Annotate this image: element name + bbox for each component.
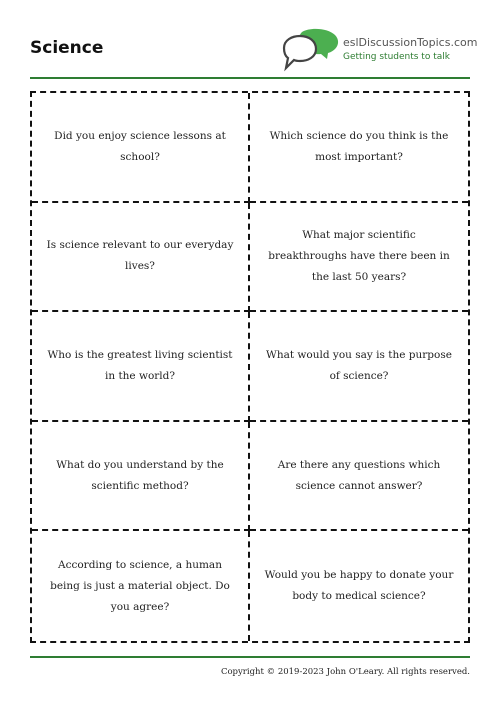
discussion-card bbox=[32, 422, 250, 532]
logo-tagline: Getting students to talk bbox=[343, 52, 450, 62]
discussion-card bbox=[250, 531, 468, 641]
discussion-card bbox=[32, 93, 250, 203]
discussion-card bbox=[250, 203, 468, 313]
site-logo bbox=[280, 28, 480, 72]
card-question: Who is the greatest living scientist in the world? bbox=[47, 348, 233, 382]
card-question: What would you say is the purpose of science? bbox=[266, 348, 452, 382]
card-question: Is science relevant to our everyday lives? bbox=[46, 239, 234, 273]
discussion-card bbox=[32, 531, 250, 641]
discussion-card bbox=[250, 422, 468, 532]
card-question: According to science, a human being is just a material object. Do you agree? bbox=[50, 558, 230, 613]
discussion-card bbox=[32, 312, 250, 422]
header-divider bbox=[30, 77, 470, 79]
discussion-cards-grid bbox=[30, 91, 470, 643]
discussion-card bbox=[250, 312, 468, 422]
card-question: Would you be happy to donate your body to medical science? bbox=[264, 569, 454, 603]
discussion-card bbox=[250, 93, 468, 203]
footer-divider bbox=[30, 656, 470, 658]
discussion-card bbox=[32, 203, 250, 313]
card-question: Which science do you think is the most important? bbox=[269, 129, 449, 163]
page-title: Science bbox=[30, 38, 104, 58]
card-question: Are there any questions which science cannot answer? bbox=[277, 458, 441, 492]
card-question: What major scientific breakthroughs have there been in the last 50 years? bbox=[268, 228, 450, 283]
speech-bubbles-icon bbox=[280, 28, 342, 72]
card-question: Did you enjoy science lessons at school? bbox=[54, 129, 226, 163]
card-question: What do you understand by the scientific method? bbox=[56, 458, 224, 492]
logo-site-name: eslDiscussionTopics.com bbox=[343, 36, 478, 49]
copyright-notice: Copyright © 2019-2023 John O'Leary. All rights reserved. bbox=[220, 667, 470, 677]
